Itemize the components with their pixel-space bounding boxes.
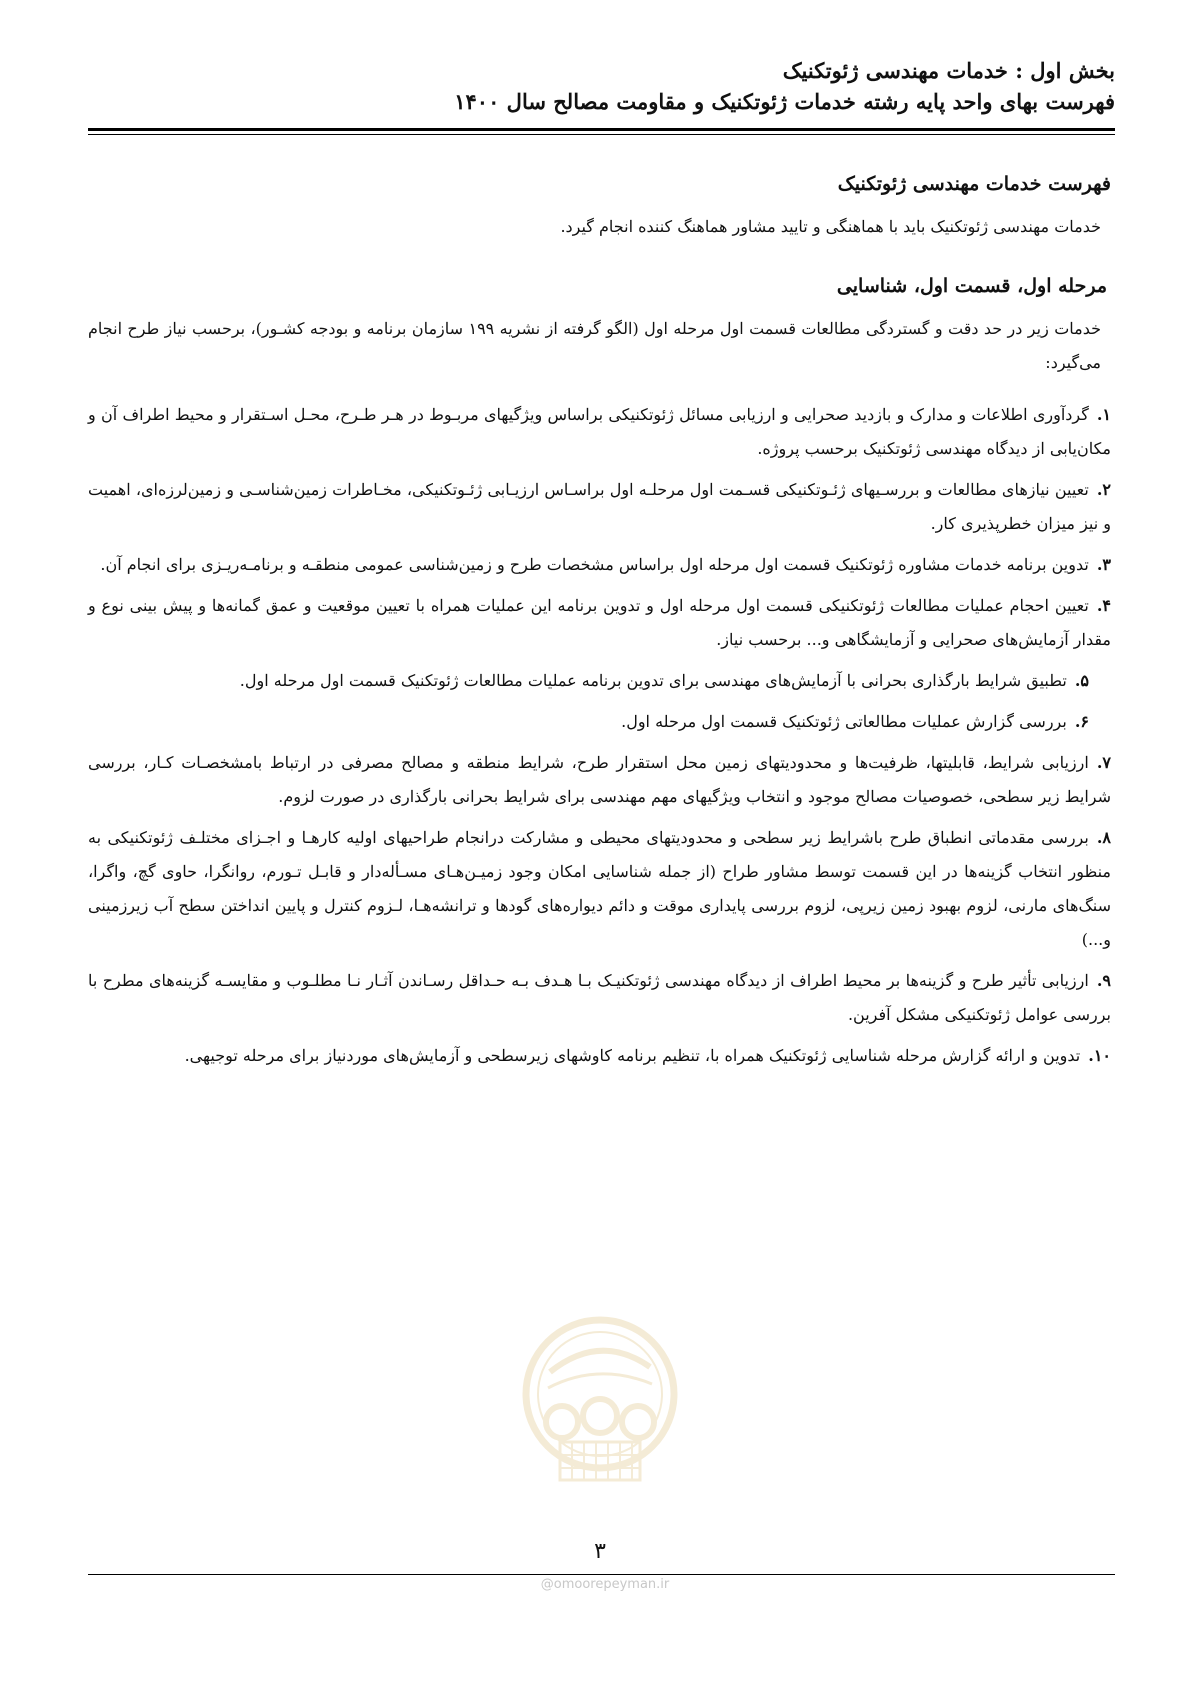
item-text: بررسی مقدماتی انطباق طرح باشرایط زیر سطحی و محدودیتهای محیطی و مشارکت درانجام طراحیهای اولیه کارهـا و اجـزای مختلـف ژئوتکنیکی به منظور انتخاب گزینه‌ها در این قسمت توسط مشاور طراح (از جمله شناسایی امکان وجود زمیـن‌هـای مسـأله‌دار و قابـل تـورم، روانگرا، حاوی گچ، واگرا، سنگ‌های مارنی، لزوم بهبود زمین زیرپی، لزوم بررسی پایداری موقت و دائم دیواره‌های گودها و ترانشه‌هـا، لـزوم کنترل و پایین انداختن سطح آب زیرزمینی و...) — [88, 828, 1111, 949]
item-text: تعیین احجام عملیات مطالعات ژئوتکنیکی قسمت اول مرحله اول و تدوین برنامه این عملیات همراه با تعیین موقعیت و عمق گمانه‌ها و پیش بینی نوع و مقدار آزمایش‌های صحرایی و آزمایشگاهی و... برحسب نیاز. — [88, 596, 1111, 649]
page-header — [88, 56, 1115, 118]
list-item — [88, 664, 1089, 698]
item-text: تعیین نیازهای مطالعات و بررسـیهای ژئـوتکنیکی قسـمت اول مرحلـه اول براسـاس ارزیـابی ژئـوتکنیکی، مخـاطرات زمین‌شناسـی و زمین‌لرزه‌ای، اهمیت و نیز میزان خطرپذیری کار. — [88, 480, 1111, 533]
page-number: ۳ — [594, 1539, 606, 1564]
page-content — [88, 170, 1111, 1080]
item-number: ۳. — [1096, 555, 1111, 574]
item-text: ارزیابی تأثیر طرح و گزینه‌ها بر محیط اطراف از دیدگاه مهندسی ژئوتکنیـک بـا هـدف بـه حـداقل رسـاندن آثـار نـا مطلـوب و مقایسـه گزینه‌های مطرح با بررسی عوامل ژئوتکنیکی مشکل آفرین. — [88, 971, 1111, 1024]
item-number: ۷. — [1096, 753, 1111, 772]
service-items-list — [88, 398, 1111, 1073]
phase-heading: مرحله اول، قسمت اول، شناسایی — [836, 275, 1107, 297]
list-item — [88, 548, 1111, 582]
services-heading: فهرست خدمات مهندسی ژئوتکنیک — [837, 173, 1111, 195]
watermark-text: @omoorepeyman.ir — [540, 1577, 670, 1592]
item-number: ۲. — [1096, 480, 1111, 499]
list-item — [88, 821, 1111, 957]
seal-watermark-icon — [520, 1312, 680, 1502]
list-item — [88, 589, 1111, 657]
list-item — [88, 398, 1111, 466]
header-rule-thin — [88, 134, 1115, 135]
header-rule-thick — [88, 128, 1115, 131]
item-text: ارزیابی شرایط، قابلیتها، ظرفیت‌ها و محدودیتهای زمین محل استقرار طرح، شرایط منطقه و مصالح مصرفی در ارتباط بامشخصـات کـار، بررسی شرایط زیر سطحی، خصوصیات مصالح موجود و انتخاب ویژگیهای مهم مهندسی برای شرایط بحرانی بارگذاری در صورت لزوم. — [88, 753, 1111, 806]
footer-rule — [88, 1574, 1115, 1575]
item-text: تطبیق شرایط بارگذاری بحرانی با آزمایش‌های مهندسی برای تدوین برنامه عملیات مطالعات ژئوتکنیک قسمت اول مرحله اول. — [239, 671, 1067, 690]
phase-intro: خدمات زیر در حد دقت و گستردگی مطالعات قسمت اول مرحله اول (الگو گرفته از نشریه ۱۹۹ سازمان برنامه و بودجه کشـور)، برحسب نیاز طرح انجام می‌گیرد: — [88, 319, 1102, 372]
item-number: ۹. — [1096, 971, 1111, 990]
item-text: گردآوری اطلاعات و مدارک و بازدید صحرایی و ارزیابی مسائل ژئوتکنیکی براساس ویژگیهای مربـوط در هـر طـرح، محـل اسـتقرار و محیط اطراف آن و مکان‌یابی از دیدگاه مهندسی ژئوتکنیک برحسب پروژه. — [88, 405, 1111, 458]
services-intro: خدمات مهندسی ژئوتکنیک باید با هماهنگی و تایید مشاور هماهنگ کننده انجام گیرد. — [560, 217, 1101, 236]
list-item — [88, 1039, 1111, 1073]
list-item — [88, 964, 1111, 1032]
item-number: ۴. — [1096, 596, 1111, 615]
item-text: تدوین و ارائه گزارش مرحله شناسایی ژئوتکنیک همراه با، تنظیم برنامه کاوشهای زیرسطحی و آزمایش‌های موردنیاز برای مرحله توجیهی. — [184, 1046, 1081, 1065]
item-number: ۶. — [1074, 712, 1089, 731]
list-item — [88, 473, 1111, 541]
item-number: ۱۰. — [1088, 1046, 1111, 1065]
item-number: ۱. — [1096, 405, 1111, 424]
item-number: ۵. — [1074, 671, 1089, 690]
item-number: ۸. — [1096, 828, 1111, 847]
list-item — [88, 746, 1111, 814]
list-item — [88, 705, 1089, 739]
section-title: بخش اول : خدمات مهندسی ژئوتکنیک — [782, 58, 1115, 83]
item-text: تدوین برنامه خدمات مشاوره ژئوتکنیک قسمت اول مرحله اول براساس مشخصات طرح و زمین‌شناسی عمومی منطقـه و برنامـه‌ریـزی برای انجام آن. — [100, 555, 1089, 574]
item-text: بررسی گزارش عملیات مطالعاتی ژئوتکنیک قسمت اول مرحله اول. — [621, 712, 1067, 731]
document-subtitle: فهرست بهای واحد پایه رشته خدمات ژئوتکنیک و مقاومت مصالح سال ۱۴۰۰ — [454, 89, 1115, 114]
